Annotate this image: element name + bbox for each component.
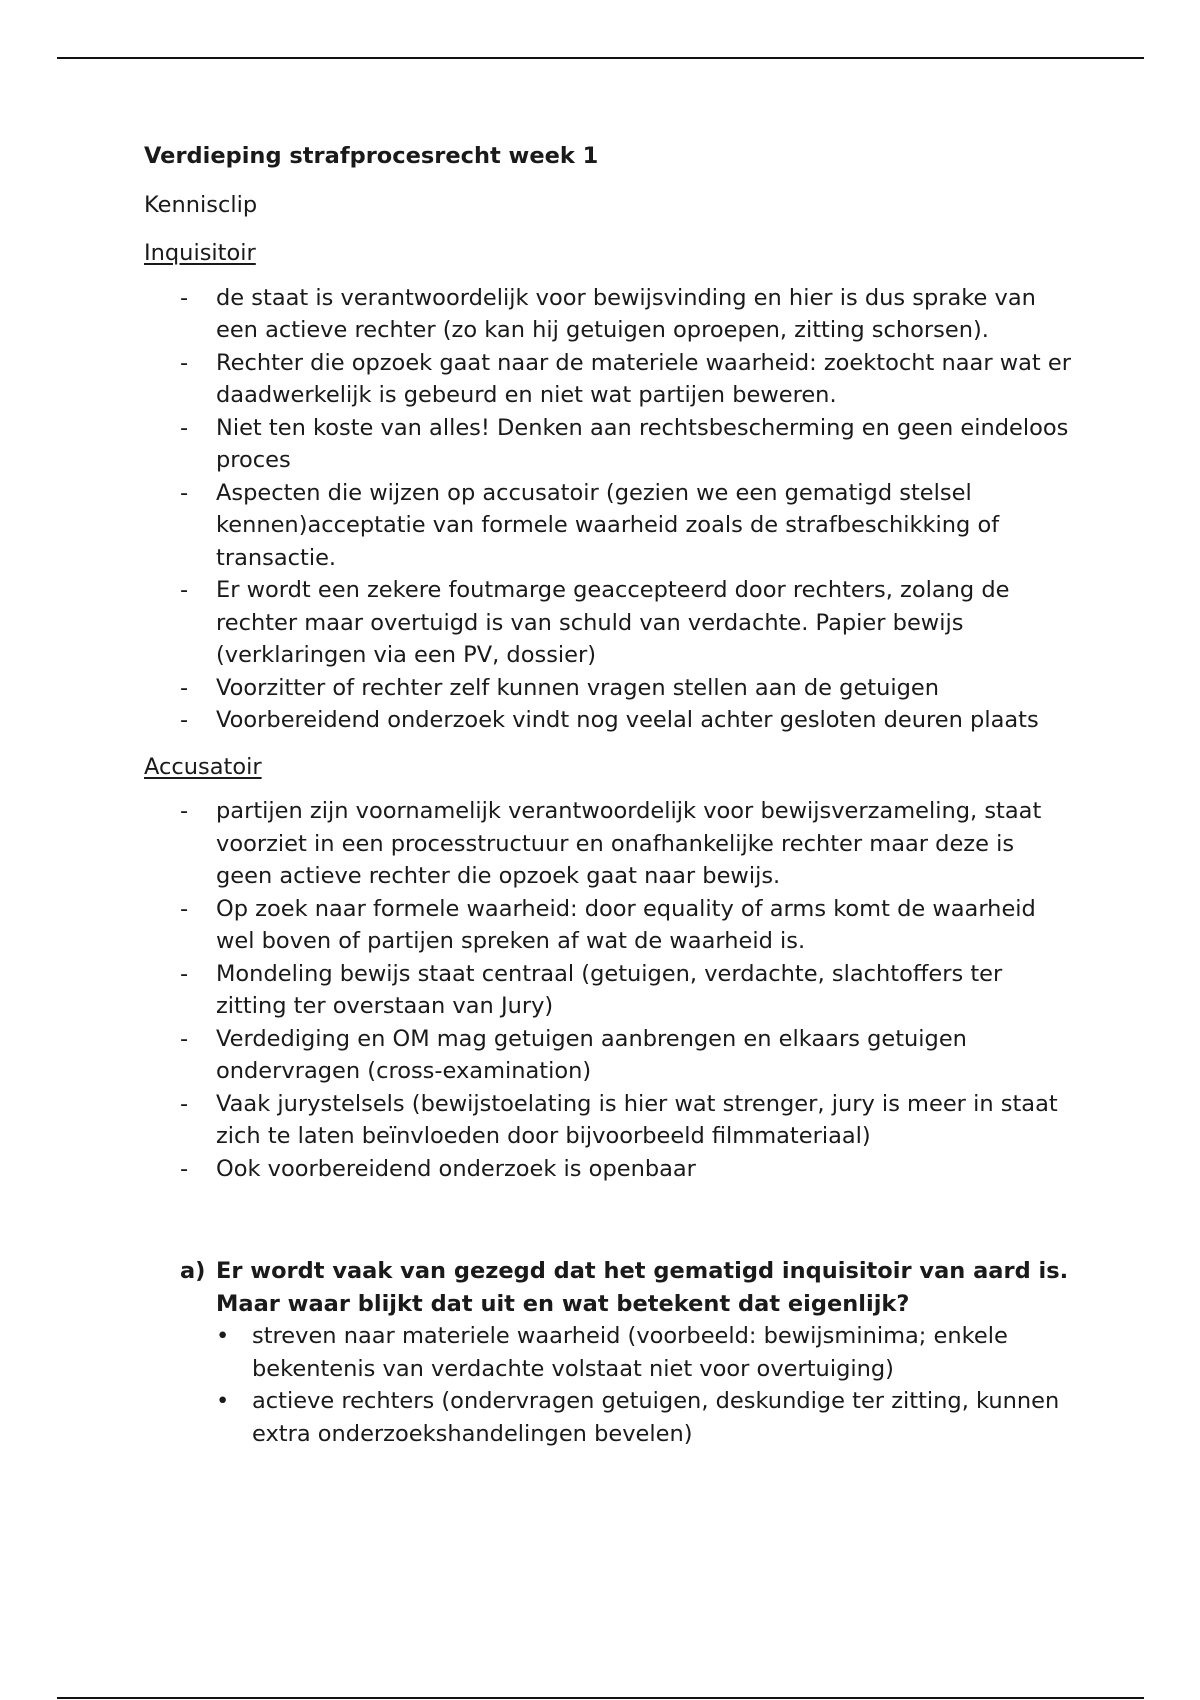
list-item xyxy=(144,704,1074,737)
document-subtitle: Kennisclip xyxy=(144,191,258,218)
list-item xyxy=(144,574,1074,672)
dash-marker: - xyxy=(180,1025,189,1052)
question-marker: a) xyxy=(180,1258,206,1284)
footer-rule xyxy=(57,1697,1144,1699)
bullet-icon: • xyxy=(216,1388,230,1414)
answer-text: actieve rechters (ondervragen getuigen, deskundige ter zitting, kunnen extra onderzoekshandelingen bevelen) xyxy=(252,1388,1060,1447)
list-item-text: Ook voorbereidend onderzoek is openbaar xyxy=(216,1155,696,1182)
answer-item xyxy=(144,1320,1074,1385)
section-heading-accusatoir xyxy=(144,751,1074,784)
answer-text: streven naar materiele waarheid (voorbeeld: bewijsminima; enkele bekentenis van verdachte volstaat niet voor overtuiging) xyxy=(252,1323,1008,1382)
dash-marker: - xyxy=(180,414,189,441)
list-item xyxy=(144,893,1074,958)
list-item xyxy=(144,795,1074,893)
dash-marker: - xyxy=(180,349,189,376)
list-item xyxy=(144,347,1074,412)
list-item xyxy=(144,477,1074,575)
list-item xyxy=(144,282,1074,347)
dash-marker: - xyxy=(180,577,189,603)
section-heading-inquisitoir xyxy=(144,237,1074,270)
dash-marker: - xyxy=(180,707,189,733)
document-title: Verdieping strafprocesrecht week 1 xyxy=(144,143,599,169)
header-rule xyxy=(57,57,1144,59)
list-item xyxy=(144,1088,1074,1153)
list-item-text: partijen zijn voornamelijk verantwoordelijk voor bewijsverzameling, staat voorziet in een processtructuur en onafhankelijke rechter maar deze is geen actieve rechter die opzoek gaat naar bewijs. xyxy=(216,798,1042,889)
list-item xyxy=(144,412,1074,477)
list-item xyxy=(144,672,1074,705)
list-item-text: Niet ten koste van alles! Denken aan rechtsbescherming en geen eindeloos proces xyxy=(216,414,1069,473)
inquisitoir-list xyxy=(144,282,1074,737)
bullet-icon: • xyxy=(216,1323,230,1349)
list-item-text: de staat is verantwoordelijk voor bewijsvinding en hier is dus sprake van een actieve rechter (zo kan hij getuigen oproepen, zitting schorsen). xyxy=(216,284,1036,343)
list-item-text: Voorzitter of rechter zelf kunnen vragen stellen aan de getuigen xyxy=(216,674,940,701)
dash-marker: - xyxy=(180,960,189,987)
list-item xyxy=(144,958,1074,1023)
dash-marker: - xyxy=(180,284,189,311)
dash-marker: - xyxy=(180,674,189,701)
list-item xyxy=(144,1153,1074,1186)
list-item-text: Voorbereidend onderzoek vindt nog veelal achter gesloten deuren plaats xyxy=(216,707,1039,733)
answer-item xyxy=(144,1385,1074,1450)
list-item-text: Mondeling bewijs staat centraal (getuigen, verdachte, slachtoffers ter zitting ter overstaan van Jury) xyxy=(216,960,1003,1019)
answer-list xyxy=(144,1320,1074,1450)
list-item-text: Rechter die opzoek gaat naar de materiele waarheid: zoektocht naar wat er daadwerkelijk is gebeurd en niet wat partijen beweren. xyxy=(216,349,1071,408)
question-a xyxy=(144,1255,1074,1320)
section-heading-label: Inquisitoir xyxy=(144,240,256,266)
list-item-text: Er wordt een zekere foutmarge geaccepteerd door rechters, zolang de rechter maar overtuigd is van schuld van verdachte. Papier bewijs (verklaringen via een PV, dossier) xyxy=(216,577,1010,668)
dash-marker: - xyxy=(180,798,189,824)
list-item-text: Aspecten die wijzen op accusatoir (gezien we een gematigd stelsel kennen)acceptatie van formele waarheid zoals de strafbeschikking of transactie. xyxy=(216,479,1000,571)
list-item xyxy=(144,1023,1074,1088)
spacer xyxy=(144,1199,1074,1255)
document-body xyxy=(144,140,1074,1450)
dash-marker: - xyxy=(180,479,189,506)
list-item-text: Op zoek naar formele waarheid: door equality of arms komt de waarheid wel boven of partijen spreken af wat de waarheid is. xyxy=(216,895,1036,954)
section-heading-label: Accusatoir xyxy=(144,753,262,780)
list-item-text: Vaak jurystelsels (bewijstoelating is hier wat strenger, jury is meer in staat zich te laten beïnvloeden door bijvoorbeeld filmmateriaal) xyxy=(216,1090,1058,1149)
question-text: Er wordt vaak van gezegd dat het gematigd inquisitoir van aard is. Maar waar blijkt dat uit en wat betekent dat eigenlijk? xyxy=(216,1258,1069,1317)
dash-marker: - xyxy=(180,895,189,922)
dash-marker: - xyxy=(180,1090,189,1117)
list-item-text: Verdediging en OM mag getuigen aanbrengen en elkaars getuigen ondervragen (cross-examination) xyxy=(216,1025,967,1084)
dash-marker: - xyxy=(180,1155,189,1182)
accusatoir-list xyxy=(144,795,1074,1185)
